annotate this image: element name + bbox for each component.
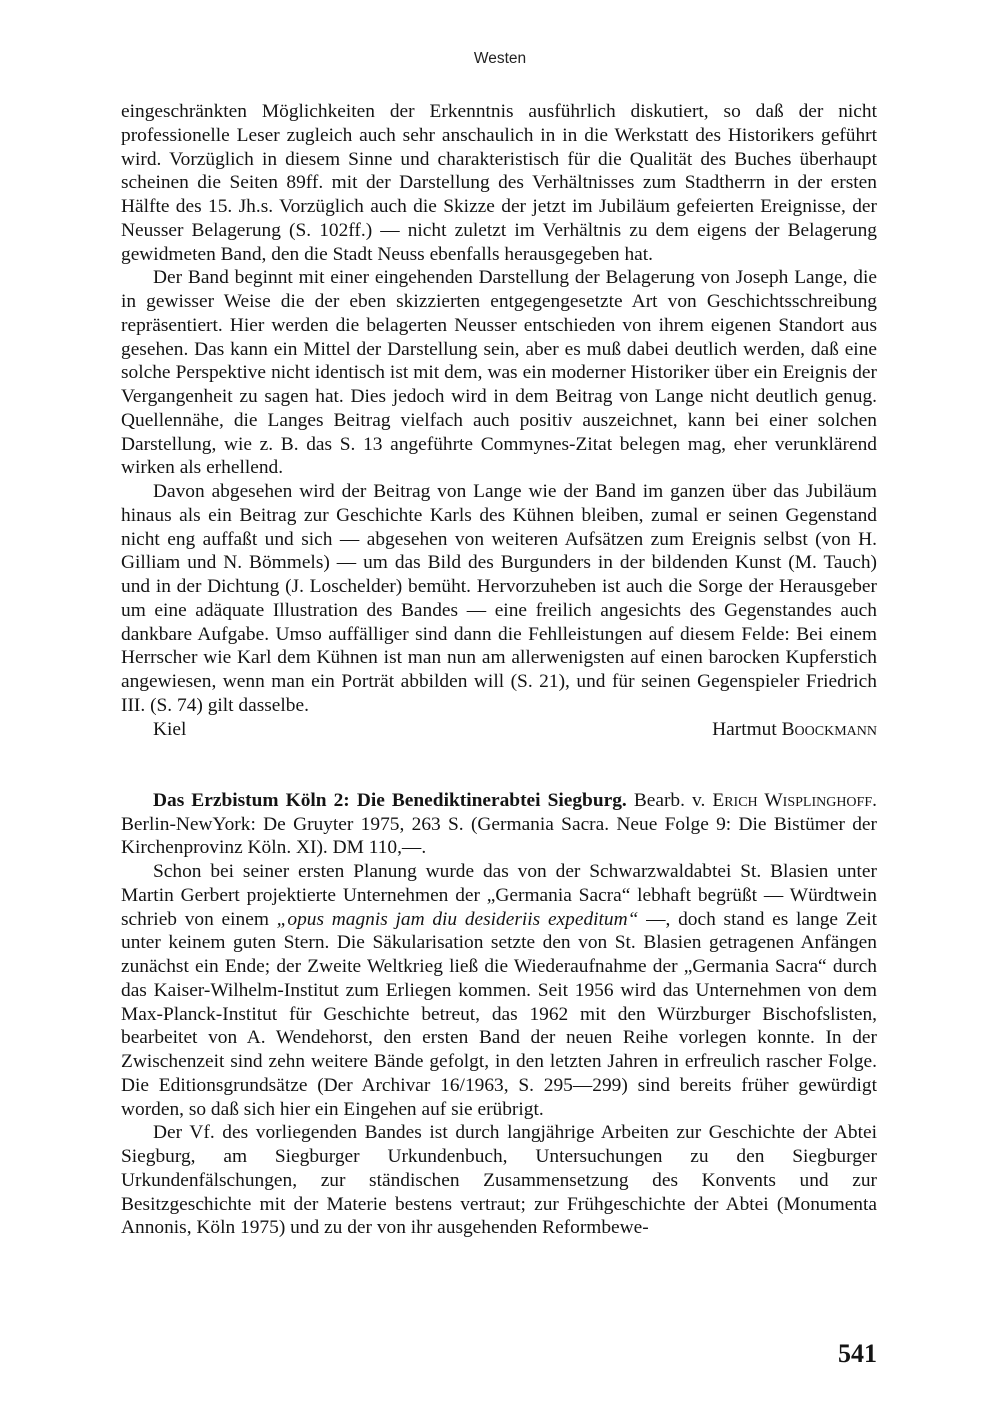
running-header: Westen [473, 50, 527, 67]
review1-paragraph-3: Davon abgesehen wird der Beitrag von Lange wie der Band im ganzen über das Jubiläum hinaus als ein Beitrag zur Geschichte Karls des Kühnen bleiben, zumal er seinen Gegenstand nicht eng auffaßt und sich — abgesehen von weiteren Aufsätzen zum Ereignis selbst (von H. Gilliam und N. Bömmels) — um das Bild des Burgunders in der bildenden Kunst (M. Tauch) und in der Dichtung (J. Loschelder) bemüht. Hervorzuheben ist auch die Sorge der Herausgeber um eine adäquate Illustration des Bandes — eine freilich angesichts des Gegenstandes auch dankbare Aufgabe. Umso auffälliger sind dann die Fehlleistungen auf diesem Felde: Bei einem Herrscher wie Karl dem Kühnen ist man nun am allerwenigsten auf einen barocken Kupferstich angewiesen, wenn man ein Porträt abbilden will (S. 21), und für seinen Gegenspieler Friedrich III. (S. 74) gilt dasselbe. [121, 481, 877, 716]
signature-place: Kiel [153, 718, 187, 740]
review2-heading [121, 789, 877, 860]
review2-p1-pre: Schon bei seiner ersten Planung wurde das von der Schwarzwaldabtei St. Blasien unter Martin Gerbert projektierte Unternehmen der „Germania Sacra“ lebhaft begrüßt — Würdtwein schrieb von einem [121, 861, 877, 930]
review2-biblio-pre: Bearb. v. [626, 789, 713, 811]
signature-author [712, 718, 877, 742]
review2-p1-post: —, doch stand es lange Zeit unter keinem guten Stern. Die Säkularisation setzte den von St. Blasien getragenen Anfängen zunächst ein Ende; der Zweite Weltkrieg ließ die Wiederaufnahme der „Germania Sacra“ durch das Kaiser-Wilhelm-Institut zum Erliegen kommen. Seit 1956 wird das Unternehmen von dem Max-Planck-Institut für Geschichte betreut, das 1962 mit den Würzburger Bischofslisten, bearbeitet von A. Wendehorst, den ersten Band der neuen Reihe vorlegen konnte. In der Zwischenzeit sind zehn weitere Bände gefolgt, in den letzten Jahren in erfreulich rascher Folge. Die Editionsgrundsätze (Der Archivar 16/1963, S. 295—299) sind bereits früher gewürdigt worden, so daß sich hier ein Eingehen auf sie erübrigt. [121, 908, 877, 1120]
review2-paragraph-1 [121, 860, 877, 1121]
author-last-name: Boockmann [781, 718, 877, 740]
review1-signature [121, 718, 877, 742]
review2-editor: Erich Wisplinghoff [712, 789, 873, 811]
review2-latin-quote: „opus magnis jam diu desideriis expeditum“ [276, 908, 639, 930]
author-first-name: Hartmut [712, 718, 777, 740]
review2-biblio-post: . Berlin-NewYork: De Gruyter 1975, 263 S. (Germania Sacra. Neue Folge 9: Die Bistümer der Kirchenprovinz Köln. XI). DM 110,—. [121, 789, 877, 859]
review2-title: Das Erzbistum Köln 2: Die Benediktinerabtei Siegburg. [153, 789, 627, 811]
review1-paragraph-2: Der Band beginnt mit einer eingehenden Darstellung der Belagerung von Joseph Lange, die in gewisser Weise die der eben skizzierten entgegengesetzte Art von Geschichtsschreibung repräsentiert. Hier werden die belagerten Neusser entschieden von ihrem eigenen Standort aus gesehen. Das kann ein Mittel der Darstellung sein, aber es muß dabei deutlich werden, daß eine solche Perspektive nicht identisch ist mit dem, was ein moderner Historiker über ein Ereignis der Vergangenheit zu sagen hat. Dies jedoch wird in dem Beitrag von Lange nicht deutlich genug. Quellennähe, die Langes Beitrag vielfach auch positiv auszeichnet, kann bei einer solchen Darstellung, wie z. B. das S. 13 angeführte Commynes-Zitat belegen mag, eher verunklärend wirken als erhellend. [121, 267, 877, 479]
page-body [121, 100, 877, 1240]
review1-paragraph-1: eingeschränkten Möglichkeiten der Erkenntnis ausführlich diskutiert, so daß der nicht professionelle Leser zugleich auch sehr anschaulich in in die Werkstatt des Historikers geführt wird. Vorzüglich in diesem Sinne und charakteristisch für die Qualität des Buches überhaupt scheinen die Seiten 89ff. mit der Darstellung des Verhältnisses zum Stadtherrn in der ersten Hälfte des 15. Jh.s. Vorzüglich auch die Skizze der jetzt im Jubiläum gefeierten Ereignisse, der Neusser Belagerung (S. 102ff.) — nicht zuletzt im Verhältnis zu dem eigens der Belagerung gewidmeten Band, den die Stadt Neuss ebenfalls herausgegeben hat. [121, 101, 877, 265]
page-number: 541 [838, 1339, 877, 1368]
review2-paragraph-2: Der Vf. des vorliegenden Bandes ist durch langjährige Arbeiten zur Geschichte der Abtei Siegburg, am Siegburger Urkundenbuch, Untersuchungen zu den Siegburger Urkundenfälschungen, zur ständischen Zusammensetzung des Konvents und zur Besitzgeschichte mit der Materie bestens vertraut; zur Frühgeschichte der Abtei (Monumenta Annonis, Köln 1975) und zu der von ihr ausgehenden Reformbewe- [121, 1122, 877, 1239]
